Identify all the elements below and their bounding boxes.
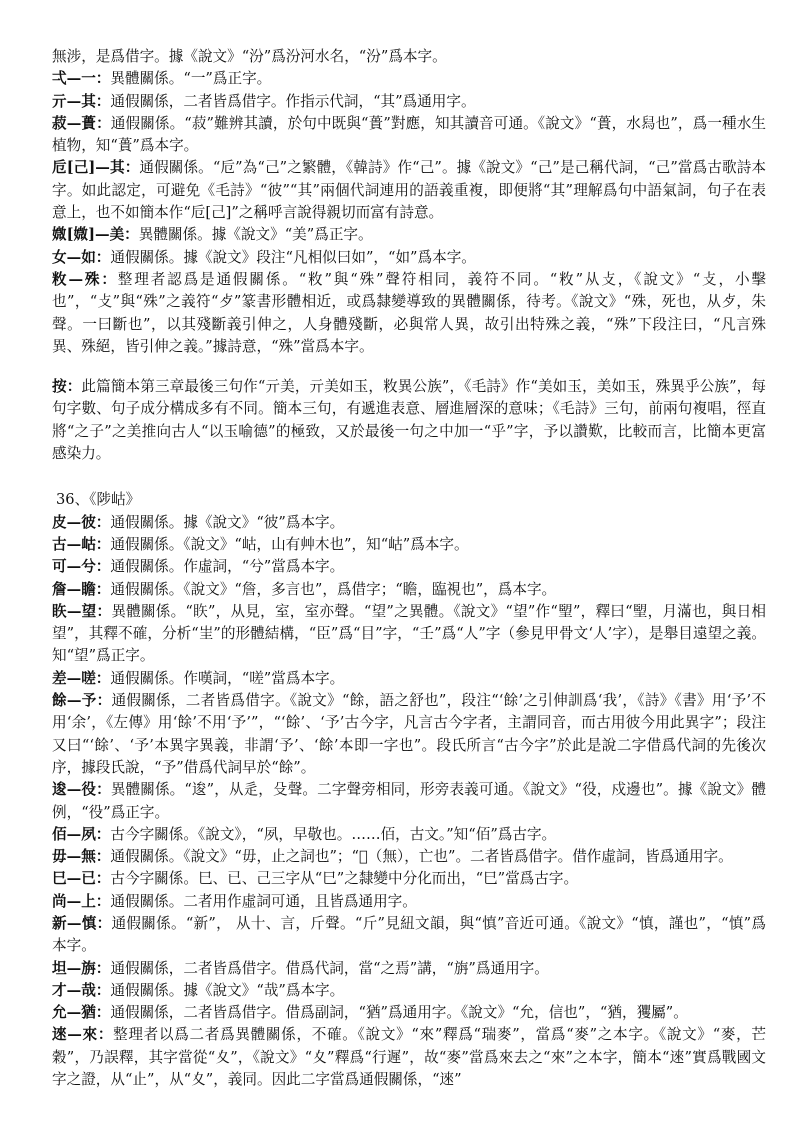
entry: [52, 113, 766, 158]
entry: [52, 269, 766, 358]
entry: [52, 68, 766, 90]
entry-text: 通假關係。作虛詞，“兮”當爲本字。: [110, 558, 345, 576]
entry-head: 詹—瞻：: [52, 580, 111, 598]
entry-text: 通假關係。《說文》“岵，山有艸木也”，知“岵”爲本字。: [110, 535, 469, 553]
entry-list-section: [52, 512, 766, 1092]
entry-head: 可—兮：: [52, 558, 111, 576]
entry-head: 允—猶：: [52, 1004, 111, 1022]
entry-head: 新—慎：: [52, 914, 112, 932]
entry: [52, 891, 766, 913]
entry-head: 皮—彼：: [52, 513, 111, 531]
entry: [52, 1024, 766, 1091]
entry-head: 逡—役：: [52, 781, 111, 799]
entry-text: 通假關係，二者皆爲借字。《說文》“餘，語之舒也”，段注“‘餘’之引伸訓爲‘我’，《詩》《書》用‘予’不用‘余’，《左傳》用‘餘’不用‘予’”，“‘餘’、‘予’古今字，凡言古今字者，主謂同音，而古用彼今用此異字”；段注又曰“‘餘’、‘予’本異字異義，非謂‘予’、‘餘’本即一字也”。段氏所言“古今字”於此是說二字借爲代詞的先後次序，據段氏說，“予”借爲代詞早於“餘”。: [52, 692, 766, 776]
entry-text: 異體關係。“一”爲正字。: [110, 70, 272, 88]
entry: [52, 46, 766, 68]
entry-text: 通假關係。據《說文》“彼”爲本字。: [110, 513, 345, 531]
entry: [52, 534, 766, 556]
entry-head: 菽—蕢：: [52, 114, 111, 132]
entry-text: 通假關係。二者用作虛詞可通，且皆爲通用字。: [110, 892, 417, 910]
entry-head: 餘—予：: [52, 692, 112, 710]
entry: [52, 846, 766, 868]
entry-head: 巳—已：: [52, 870, 111, 888]
entry-head: 坦—旃：: [52, 959, 111, 977]
spacer: [52, 465, 766, 489]
entry: [52, 579, 766, 601]
entry-head: 才—哉：: [52, 981, 111, 999]
entry-text: 通假關係。《說文》“詹，多言也”，爲借字；“瞻，臨視也”，爲本字。: [110, 580, 557, 598]
entry: [52, 1002, 766, 1024]
entry-text: 通假關係。據《說文》“哉”爲本字。: [110, 981, 345, 999]
entry: [52, 512, 766, 534]
document-page: [52, 46, 766, 1091]
section-title: 36、《陟岵》: [56, 491, 141, 509]
note-text: 此篇簡本第三章最後三句作“亓美，亓美如玉，敉異公族”，《毛詩》作“美如玉，美如玉，殊異乎公族”，每句字數、句子成分構成多有不同。簡本三句，有遞進表意、層進層深的意味；《毛詩》三句，前兩句複唱，徑直將“之子”之美推向古人“以玉喻德”的極致，又於最後一句之中加一“乎”字，予以讚歎，比較而言，比簡本更富感染力。: [52, 378, 766, 463]
entry: [52, 224, 766, 246]
entry-text: 無涉，是爲借字。據《說文》“汾”爲汾河水名，“汾”爲本字。: [52, 48, 447, 65]
entry-head: 差—嗟：: [52, 669, 111, 687]
entry-head: 亓—其：: [52, 92, 111, 110]
entry: [52, 913, 766, 958]
entry-list-top: [52, 46, 766, 358]
entry: [52, 668, 766, 690]
entry-head: 毋—無：: [52, 848, 111, 866]
entry: [52, 247, 766, 269]
entry-text: 通假關係。“新”， 从十、言，斤聲。“斤”見紐文韻，與“慎”音近可通。《說文》“慎，謹也”，“慎”爲本字。: [52, 914, 766, 955]
entry-head: 敉—殊：: [52, 270, 118, 288]
entry-text: 通假關係，二者皆爲借字。借爲副詞，“猶”爲通用字。《說文》“允，信也”，“猶，玃屬”。: [110, 1004, 688, 1022]
entry-text: 古今字關係。巳、已、己三字从“巳”之隸變中分化而出，“巳”當爲古字。: [110, 870, 579, 888]
entry-text: 通假關係，二者皆爲借字。作指示代詞，“其”爲通用字。: [110, 92, 476, 110]
entry: [52, 157, 766, 224]
entry-text: 異體關係。“䀢”，从見，室，室亦聲。“望”之異體。《說文》“望”作“朢”，釋曰“朢，月滿也，與日相望”，其釋不確，分析“㞷”的形體結構，“臣”爲“目”字，“壬”爲“人”字（參見甲骨文‘人’字），是舉目遠望之義。知“望”爲正字。: [52, 602, 766, 665]
entry-text: 異體關係。據《說文》“美”爲正字。: [138, 226, 373, 244]
entry-text: 通假關係。作嘆詞，“嗟”當爲本字。: [110, 669, 345, 687]
entry-head: 古—岵：: [52, 535, 111, 553]
entry-head: 䀢—望：: [52, 602, 112, 620]
entry: [52, 601, 766, 668]
entry: [52, 91, 766, 113]
entry-text: 通假關係。《說文》“毋，止之詞也”；“𣞤（無），亡也”。二者皆爲借字。借作虛詞，皆爲通用字。: [110, 848, 733, 866]
entry-text: 整理者認爲是通假關係。“敉”與“殊”聲符相同，義符不同。“敉”从攴，《說文》“攴，小擊也”，“攴”與“殊”之義符“歺”篆書形體相近，或爲隸變導致的異體關係，待考。《說文》“殊，死也，从歺，朱聲。一曰斷也”，以其殘斷義引伸之，人身體殘斷，必與常人異，故引出特殊之義，“殊”下段注曰，“凡言殊異、殊絕，皆引伸之義。”據詩意，“殊”當爲本字。: [52, 270, 766, 355]
entry: [52, 824, 766, 846]
entry-text: 通假關係。“菽”難辨其讀，於句中既與“蕢”對應，知其讀音可通。《說文》“蕢，水舄也”，爲一種水生植物，知“蕢”爲本字。: [52, 114, 766, 155]
entry-text: 異體關係。“逡”，从辵，殳聲。二字聲旁相同，形旁表義可通。《說文》“役，戍邊也”。據《說文》體例，“役”爲正字。: [52, 781, 766, 821]
entry-text: 通假關係。據《說文》段注“凡相似曰如”，“如”爲本字。: [110, 248, 476, 266]
entry-head: 女—如：: [52, 248, 111, 266]
note-head: 按：: [52, 378, 82, 396]
entry-head: 弌—一：: [52, 70, 111, 88]
entry-head: 卮[己]—其：: [52, 159, 140, 177]
entry: [52, 980, 766, 1002]
entry-text: 整理者以爲二者爲異體關係，不確。《說文》“來”釋爲“瑞麥”，當爲“麥”之本字。《說文》“麥，芒穀”，乃誤釋，其字當從“夊”，《說文》“夊”釋爲“行遲”，故“麥”當爲來去之“來”之本字，簡本“逨”實爲戰國文字之證，从“止”，从“夊”，義同。因此二字當爲通假關係，“逨”: [52, 1026, 766, 1089]
entry-text: 通假關係。“卮”為“己”之繁體，《韓詩》作“己”。據《說文》“己”是己稱代詞，“己”當爲古歌詩本字。如此認定，可避免《毛詩》“彼”“其”兩個代詞連用的語義重複，即便將“其”理解爲句中語氣詞，句子在表意上，也不如簡本作“卮[己]”之稱呼言說得親切而富有詩意。: [52, 159, 767, 222]
entry-head: 佰—夙：: [52, 825, 111, 843]
entry: [52, 556, 766, 578]
entry: [52, 690, 766, 779]
entry-head: 媺[媺]—美：: [52, 226, 139, 244]
entry-text: 古今字關係。《說文》，“夙，早敬也。……佰，古文。”知“佰”爲古字。: [110, 825, 557, 843]
commentary-note: [52, 376, 766, 465]
entry-text: 通假關係，二者皆爲借字。借爲代詞，當“之焉”講，“旃”爲通用字。: [110, 959, 549, 977]
spacer: [52, 358, 766, 376]
entry: [52, 779, 766, 824]
entry: [52, 958, 766, 980]
entry: [52, 868, 766, 890]
entry-head: 逨—來：: [52, 1026, 114, 1044]
entry-head: 尚—上：: [52, 892, 111, 910]
